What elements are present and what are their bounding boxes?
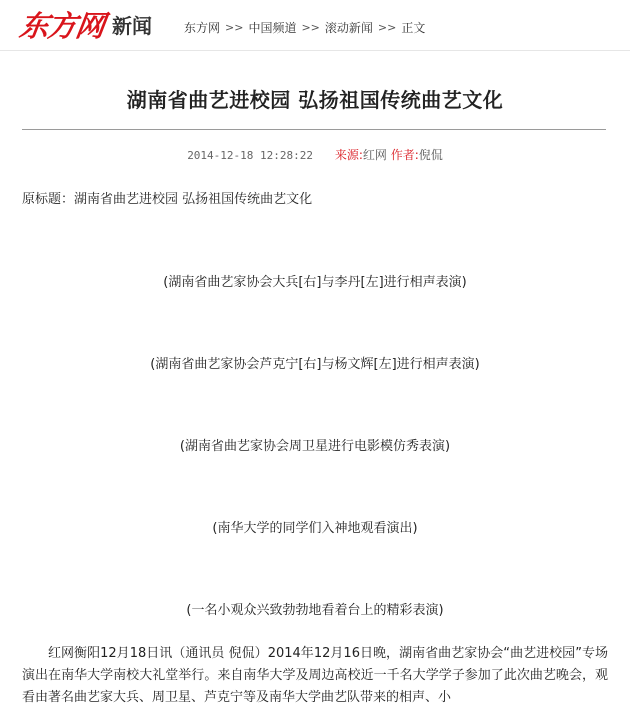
breadcrumb-separator: >>	[301, 21, 320, 34]
breadcrumb-rolling-news-link[interactable]: 滚动新闻	[324, 21, 373, 35]
header-divider	[0, 50, 630, 51]
author-label: 作者:	[390, 148, 419, 162]
original-title: 原标题：湖南省曲艺进校园 弘扬祖国传统曲艺文化	[22, 192, 313, 207]
photo-caption: (湖南省曲艺家协会大兵[右]与李丹[左]进行相声表演)	[163, 275, 467, 290]
site-header	[0, 0, 630, 50]
source-value[interactable]: 红网	[362, 148, 387, 162]
article-meta	[0, 146, 630, 163]
breadcrumb-separator: >>	[225, 21, 244, 34]
publish-time: 2014-12-18 12:28:22	[187, 149, 314, 162]
section-name[interactable]: 新闻	[112, 13, 153, 38]
photo-caption: (湖南省曲艺家协会周卫星进行电影模仿秀表演)	[179, 439, 451, 454]
photo-caption: (南华大学的同学们入神地观看演出)	[212, 521, 418, 536]
breadcrumb-china-channel-link[interactable]: 中国频道	[248, 21, 297, 35]
article-body: 红网衡阳12月18日讯（通讯员 倪侃）2014年12月16日晚，湖南省曲艺家协会“曲艺进校园”专场演出在南华大学南校大礼堂举行。来自南华大学及周边高校近一千名大学学子参加了此次曲艺晚会，观看由著名曲艺家大兵、周卫星、芦克宁等及南华大学曲艺队带来的相声、小	[22, 646, 608, 705]
photo-caption: (一名小观众兴致勃勃地看着台上的精彩表演)	[186, 603, 444, 618]
source-label: 来源:	[334, 148, 363, 162]
site-logo[interactable]	[17, 4, 153, 44]
breadcrumb	[184, 19, 425, 36]
photo-caption: (湖南省曲艺家协会芦克宁[右]与杨文辉[左]进行相声表演)	[150, 357, 480, 372]
article-title: 湖南省曲艺进校园 弘扬祖国传统曲艺文化	[126, 88, 504, 112]
title-divider	[22, 129, 606, 130]
breadcrumb-home-link[interactable]: 东方网	[184, 21, 221, 35]
logo-text[interactable]: 东方网	[17, 8, 107, 43]
author-value: 倪侃	[418, 148, 443, 162]
breadcrumb-current: 正文	[401, 21, 426, 35]
breadcrumb-separator: >>	[377, 21, 397, 34]
